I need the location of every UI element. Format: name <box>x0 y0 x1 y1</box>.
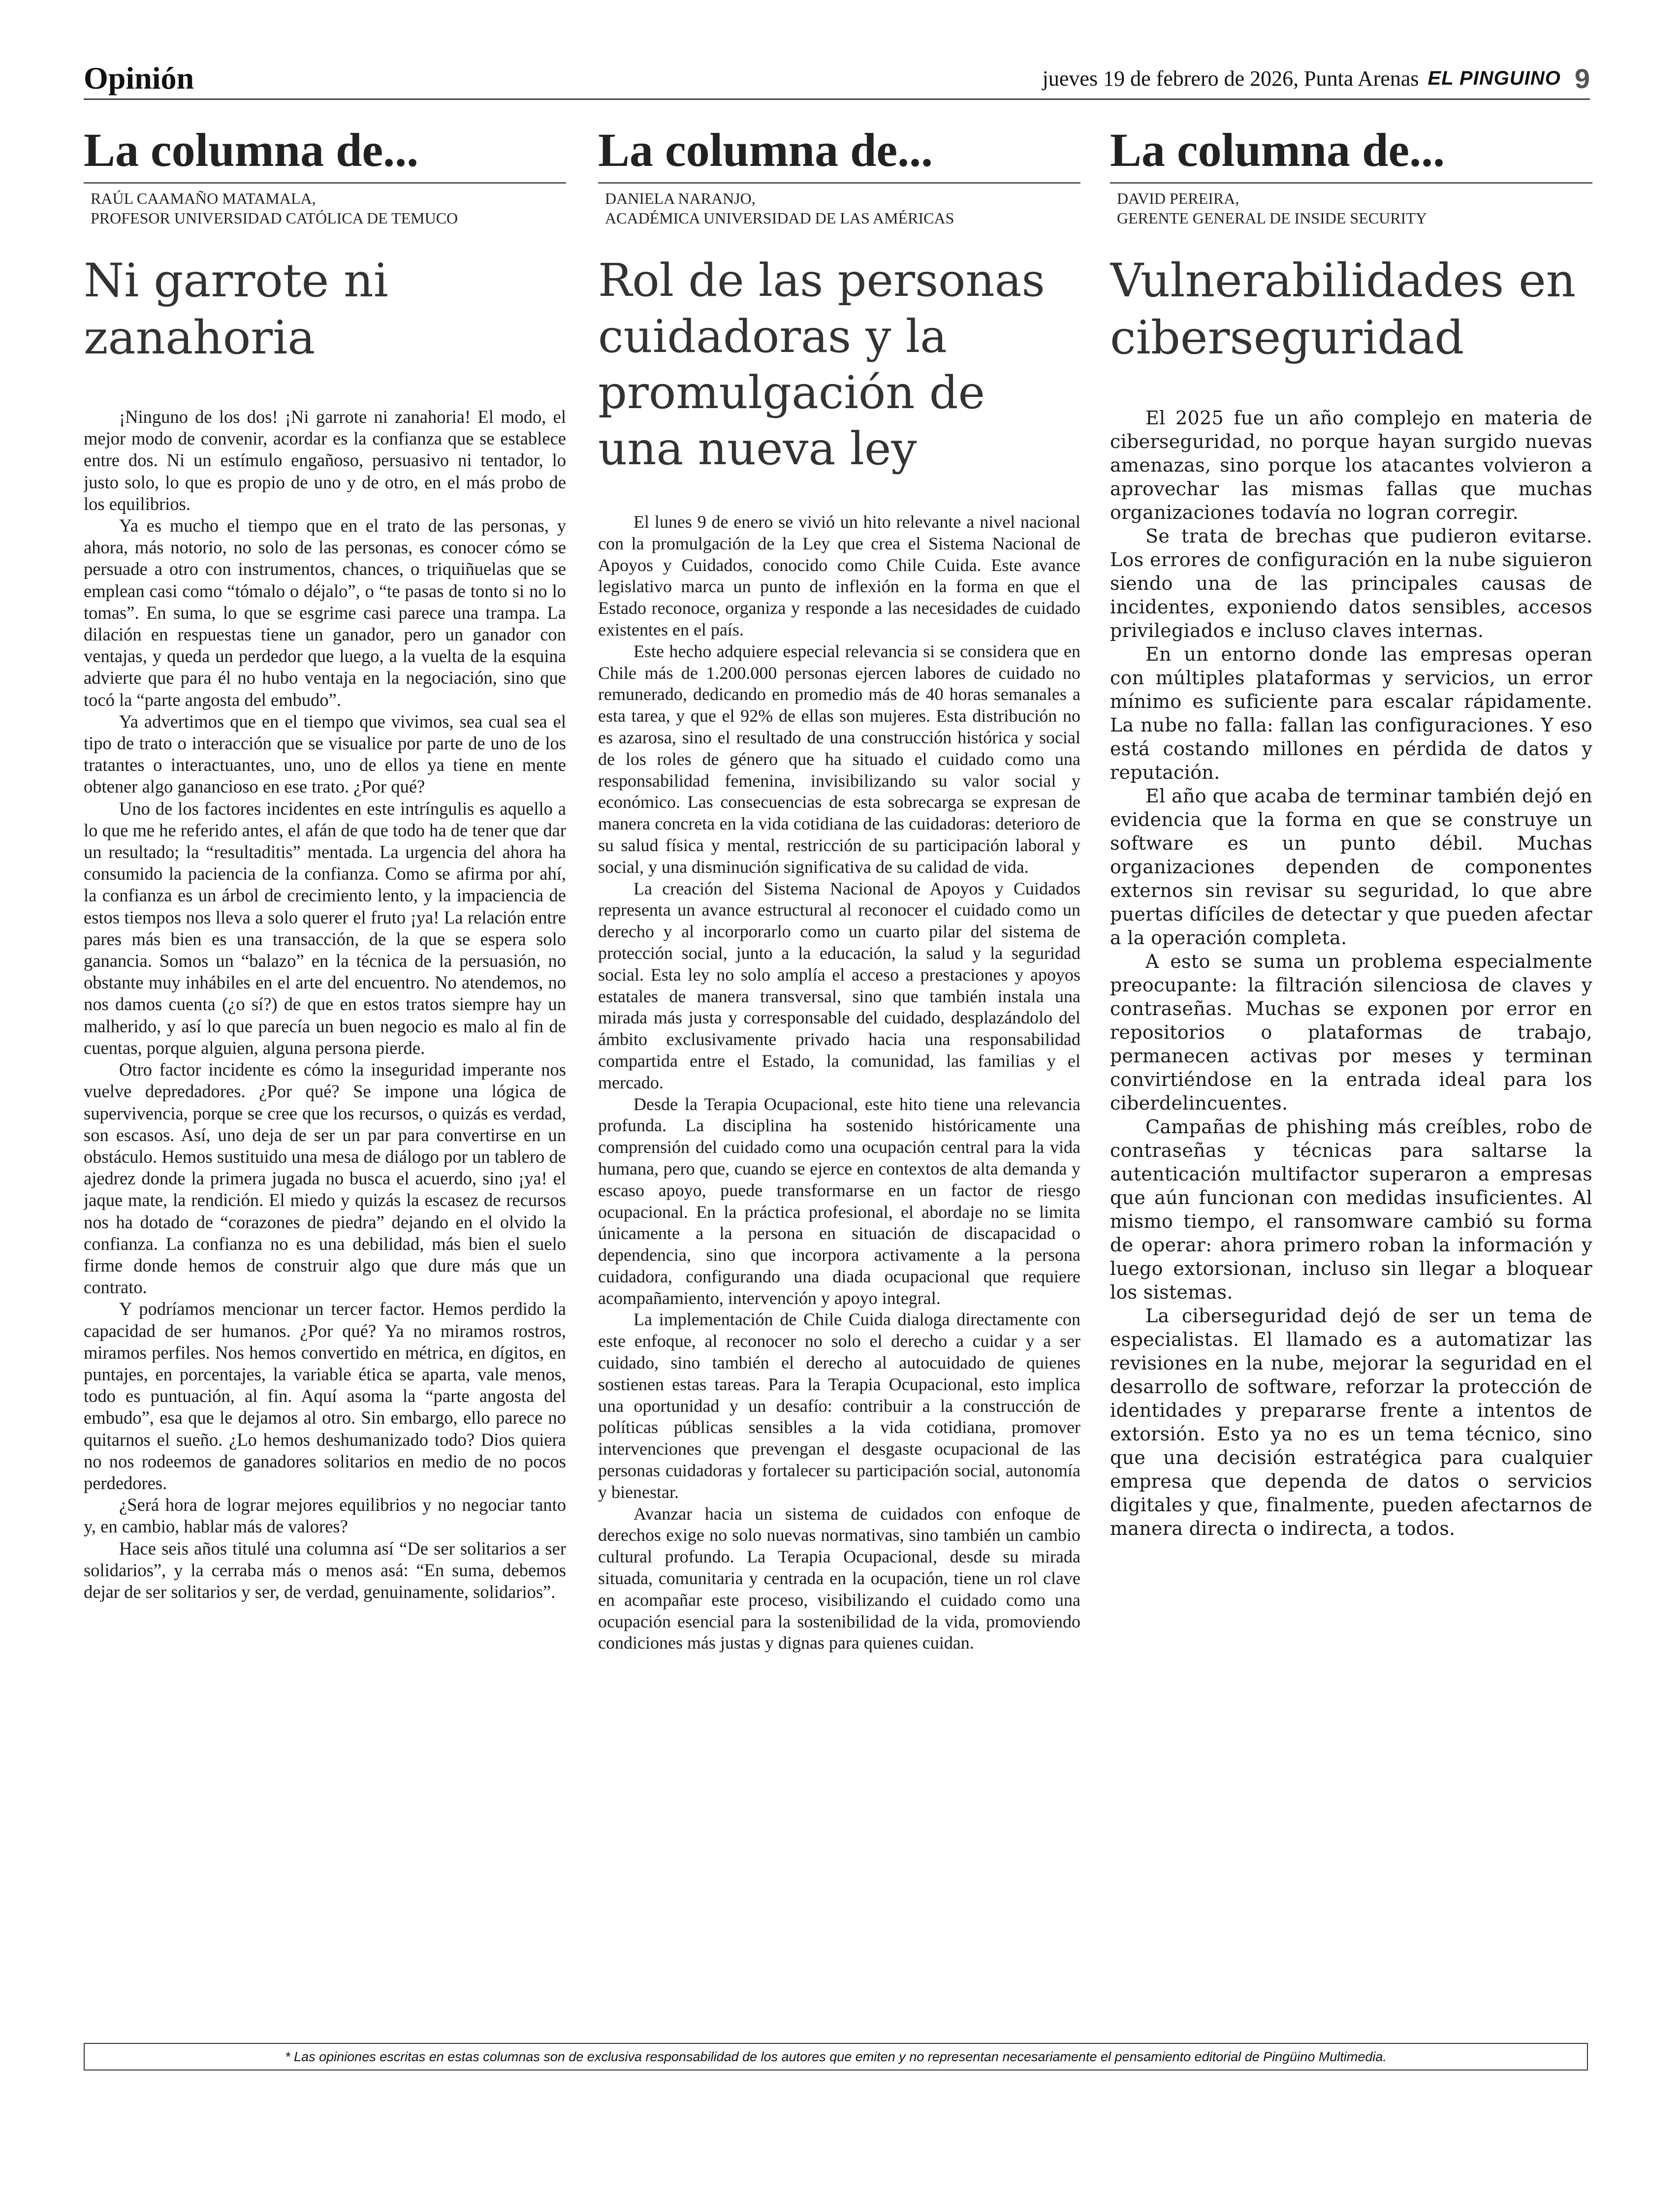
paragraph: En un entorno donde las empresas operan con múltiples plataformas y servicios, un error mínimo es suficiente para escalar rápidamente. La nube no falla: fallan las configuraciones. Y eso está costando millones en pérdida de datos y reputación. <box>1110 643 1592 783</box>
paragraph: La ciberseguridad dejó de ser un tema de especialistas. El llamado es a automatizar las revisiones en la nube, mejorar la seguridad en el desarrollo de software, reforzar la protección de identidades y prepararse frente a intentos de extorsión. Esto ya no es un tema técnico, sino que una decisión estratégica para cualquier empresa que dependa de datos o servicios digitales y que, finalmente, pueden afectarnos de manera directa o indirecta, a todos. <box>1110 1305 1592 1539</box>
page-number: 9 <box>1574 63 1590 94</box>
paragraph: La implementación de Chile Cuida dialoga directamente con este enfoque, al reconocer no solo el derecho a cuidar y a ser cuidado, sino también el derecho al autocuidado de quienes sostienen estas tareas. Para la Terapia Ocupacional, esto implica una oportunidad y un desafío: contribuir a la construcción de políticas públicas sensibles a la vida cotidiana, promover intervenciones que prevengan el desgaste ocupacional de las personas cuidadoras y fortalecer su participación social, autonomía y bienestar. <box>598 1309 1080 1502</box>
editorial-disclaimer: * Las opiniones escritas en estas columnas son de exclusiva responsabilidad de los autores que emiten y no representan necesariamente el pensamiento editorial de Pingüino Multimedia. <box>84 2043 1588 2071</box>
column-caamano <box>84 123 566 2092</box>
paragraph: Se trata de brechas que pudieron evitarse. Los errores de configuración en la nube siguieron siendo una de las principales causas de incidentes, exponiendo datos sensibles, accesos privilegiados e incluso claves internas. <box>1110 525 1592 641</box>
paragraph: Ya advertimos que en el tiempo que vivimos, sea cual sea el tipo de trato o interacción que se visualice por parte de uno de los tratantes o interactuantes, uno, uno de ellos ya tiene en mente obtener algo ganancioso en ese trato. ¿Por qué? <box>84 711 566 797</box>
byline <box>1117 189 1592 228</box>
paragraph: Uno de los factores incidentes en este intríngulis es aquello a lo que me he referido antes, el afán de que todo ha de tener que dar un resultado; la “resultaditis” mentada. La urgencia del ahora ha consumido la paciencia de la confianza. Como se afirma por ahí, la confianza es un árbol de crecimiento lento, y la impaciencia de estos tiempos nos lleva a solo querer el fruto ¡ya! La relación entre pares más bien es una transacción, de la que se espera solo ganancia. Somos un “balazo” en la técnica de la persuasión, no obstante muy inhábiles en el arte del encuentro. No atendemos, no nos damos cuenta (¿o sí?) de que en estos tratos siempre hay un malherido, y así lo que parecía un buen negocio es malo al fin de cuentas, porque alguien, alguna persona pierde. <box>84 798 566 1058</box>
paragraph: ¡Ninguno de los dos! ¡Ni garrote ni zanahoria! El modo, el mejor modo de convenir, acordar es la confianza que se establece entre dos. Ni un estímulo engañoso, persuasivo ni tentador, lo justo solo, lo que es propio de uno y de otro, en el más probo de los equilibrios. <box>84 407 566 514</box>
article-headline: Ni garrote ni zanahoria <box>84 254 388 365</box>
byline <box>91 189 566 228</box>
author-title: ACADÉMICA UNIVERSIDAD DE LAS AMÉRICAS <box>605 209 954 227</box>
article-headline: Rol de las personas cuidadoras y la promulgación de una nueva ley <box>598 254 1045 475</box>
paragraph: El lunes 9 de enero se vivió un hito relevante a nivel nacional con la promulgación de la Ley que crea el Sistema Nacional de Apoyos y Cuidados, conocido como Chile Cuida. Este avance legislativo marca un punto de inflexión en la forma en que el Estado reconoce, organiza y responde a las necesidades de cuidado existentes en el país. <box>598 512 1080 639</box>
author-name: DAVID PEREIRA, <box>1117 190 1239 207</box>
newspaper-logo: EL PINGUINO <box>1427 67 1561 89</box>
byline <box>605 189 1080 228</box>
column-label: La columna de... <box>84 123 566 184</box>
paragraph: Hace seis años titulé una columna así “De ser solitarios a ser solidarios”, y la cerraba más o menos asá: “En suma, debemos dejar de ser solitarios y ser, de verdad, genuinamente, solidarios”. <box>84 1538 566 1602</box>
paragraph: Avanzar hacia un sistema de cuidados con enfoque de derechos exige no solo nuevas normativas, sino también un cambio cultural profundo. La Terapia Ocupacional, desde su mirada situada, comunitaria y centrada en la ocupación, tiene un rol clave en acompañar este proceso, visibilizando el cuidado como una ocupación esencial para la sostenibilidad de la vida, promoviendo condiciones más justas y dignas para quienes cuidan. <box>598 1503 1080 1653</box>
newspaper-page <box>84 59 1590 2176</box>
article-body <box>84 406 566 1603</box>
author-name: DANIELA NARANJO, <box>605 190 756 207</box>
column-label: La columna de... <box>1110 123 1592 184</box>
paragraph: Otro factor incidente es cómo la inseguridad imperante nos vuelve depredadores. ¿Por qué? Se impone una lógica de supervivencia, porque se cree que los recursos, o quizás es verdad, son escasos. Así, uno deja de ser un par para convertirse en un obstáculo. Hemos sustituido una mesa de diálogo por un tablero de ajedrez donde la primera jugada no busca el acuerdo, sino ¡ya! el jaque mate, la rendición. El miedo y quizás la escasez de recursos nos ha dotado de “corazones de piedra” dejando en el olvido la confianza. La confianza no es una debilidad, más bien el suelo firme donde hemos de construir algo que dure más que un contrato. <box>84 1059 566 1298</box>
paragraph: Desde la Terapia Ocupacional, este hito tiene una relevancia profunda. La disciplina ha sostenido históricamente una comprensión del cuidado como una ocupación central para la vida humana, pero que, cuando se ejerce en contextos de alta demanda y escaso apoyo, puede transformarse en un factor de riesgo ocupacional. En la práctica profesional, el abordaje no se limita únicamente a la persona en situación de discapacidad o dependencia, sino que incorpora activamente a la persona cuidadora, configurando una diada ocupacional que requiere acompañamiento, intervención y apoyo integral. <box>598 1094 1080 1308</box>
paragraph: A esto se suma un problema especialmente preocupante: la filtración silenciosa de claves y contraseñas. Muchas se exponen por error en repositorios o plataformas de trabajo, permanecen activas por meses y terminan convirtiéndose en la entrada ideal para los ciberdelincuentes. <box>1110 951 1592 1114</box>
column-pereira <box>1110 123 1592 2092</box>
paragraph: ¿Será hora de lograr mejores equilibrios y no negociar tanto y, en cambio, hablar más de valores? <box>84 1495 566 1537</box>
author-title: GERENTE GENERAL DE INSIDE SECURITY <box>1117 209 1427 227</box>
paragraph: Este hecho adquiere especial relevancia si se considera que en Chile más de 1.200.000 personas ejercen labores de cuidado no remunerado, dedicando en promedio más de 40 horas semanales a esta tarea, y que el 92% de ellas son mujeres. Esta distribución no es azarosa, sino el resultado de una construcción histórica y social de los roles de género que ha situado el cuidado como una responsabilidad femenina, invisibilizando su valor social y económico. Las consecuencias de esta sobrecarga se expresan de manera concreta en la vida cotidiana de las cuidadoras: deterioro de su salud física y mental, restricción de su participación laboral y social, y una disminución significativa de su calidad de vida. <box>598 641 1080 877</box>
column-naranjo <box>598 123 1080 2092</box>
article-headline: Vulnerabilidades en ciberseguridad <box>1110 254 1576 365</box>
author-name: RAÚL CAAMAÑO MATAMALA, <box>91 190 316 207</box>
paragraph: El 2025 fue un año complejo en materia de ciberseguridad, no porque hayan surgido nuevas amenazas, sino porque los atacantes volvieron a aprovechar las mismas fallas que muchas organizaciones todavía no logran corregir. <box>1110 407 1592 523</box>
section-title: Opinión <box>84 61 194 96</box>
paragraph: Y podríamos mencionar un tercer factor. Hemos perdido la capacidad de ser humanos. ¿Por qué? Ya no miramos rostros, miramos perfiles. Nos hemos convertido en métrica, en dígitos, en puntajes, en porcentajes, la variable ética se aparta, vale menos, todo es puntuación, al fin. Aquí asoma la “parte angosta del embudo”, esa que le dejamos al otro. Sin embargo, ello parece no quitarnos el sueño. ¿Lo hemos deshumanizado todo? Dios quiera no nos rodeemos de ganadores solitarios en medio de no pocos perdedores. <box>84 1299 566 1493</box>
article-body <box>598 511 1080 1654</box>
article-body <box>1110 406 1592 1540</box>
author-title: PROFESOR UNIVERSIDAD CATÓLICA DE TEMUCO <box>91 209 458 227</box>
header-info <box>1043 63 1590 94</box>
page-header <box>84 59 1590 100</box>
paragraph: La creación del Sistema Nacional de Apoyos y Cuidados representa un avance estructural al reconocer el cuidado como un derecho y al incorporarlo como un cuarto pilar del sistema de protección social, junto a la educación, la salud y la seguridad social. Esta ley no solo amplía el acceso a prestaciones y apoyos estatales de manera transversal, sino que también instala una mirada más justa y corresponsable del cuidado, desplazándolo del ámbito exclusivamente privado hacia una responsabilidad compartida entre el Estado, la comunidad, las familias y el mercado. <box>598 878 1080 1092</box>
paragraph: Ya es mucho el tiempo que en el trato de las personas, y ahora, más notorio, no solo de las personas, es conocer cómo se persuade a otro con instrumentos, chances, o triquiñuelas que se emplean casi como “tómalo o déjalo”, o “te pasas de tonto si no lo tomas”. En suma, lo que se esgrime casi parece una trampa. La dilación en respuestas tiene un ganador, pero un ganador con ventajas, y queda un perdedor que luego, a la vuelta de la esquina advierte que para él no hubo ventaja en la negociación, sino que tocó la “parte angosta del embudo”. <box>84 515 566 710</box>
publication-date: jueves 19 de febrero de 2026, Punta Arenas <box>1042 66 1419 91</box>
column-label: La columna de... <box>598 123 1080 184</box>
paragraph: Campañas de phishing más creíbles, robo de contraseñas y técnicas para saltarse la autenticación multifactor superaron a empresas que aún funcionan con medidas insuficientes. Al mismo tiempo, el ransomware cambió su forma de operar: ahora primero roban la información y luego extorsionan, incluso sin llegar a bloquear los sistemas. <box>1110 1116 1592 1303</box>
paragraph: El año que acaba de terminar también dejó en evidencia que la forma en que se construye un software es un punto débil. Muchas organizaciones dependen de componentes externos sin revisar su seguridad, lo que abre puertas difíciles de detectar y que pueden afectar a la operación completa. <box>1110 785 1592 949</box>
